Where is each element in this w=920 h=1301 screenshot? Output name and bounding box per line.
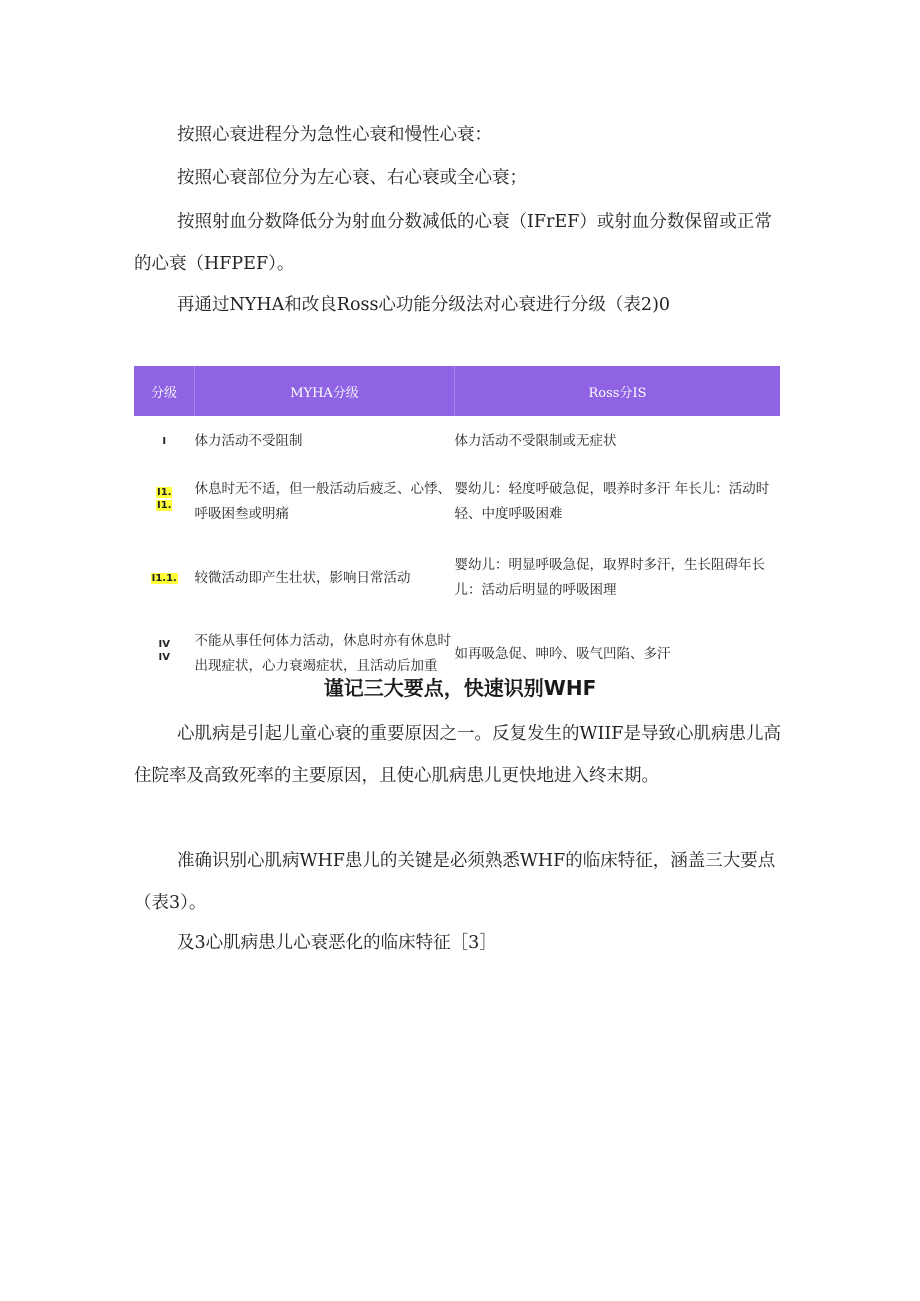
nyha-cell: 不能从事任何体力活动，休息时亦有休息时出现症状，心力衰竭症状，且活动后加重 (194, 633, 451, 674)
heart-failure-grade-table (134, 366, 780, 690)
nyha-cell: 体力活动不受阻制 (194, 432, 303, 449)
table-row (134, 466, 780, 538)
grade-level-label: IV (158, 639, 170, 650)
header-nyha: MYHA分级 (195, 366, 455, 416)
ross-cell: 如再吸急促、呻吟、吸气凹陷、多汗 (454, 645, 671, 662)
ross-cell: 婴幼儿：轻度呼破急促，喂养时多汗 年长儿：活动时轻、中度呼吸困难 (454, 481, 770, 522)
table3-caption: 及3心肌病患儿心衰恶化的临床特征［3］ (177, 933, 497, 953)
ross-cell: 体力活动不受限制或无症状 (454, 432, 617, 449)
nyha-cell: 休息时无不适，但一般活动后疲乏、心悸、呼吸困叁或明痛 (194, 481, 451, 522)
paragraph-grading-intro: 再通过NYHA和改良Ross心功能分级法对心衰进行分级（表2)0 (177, 295, 671, 315)
ross-cell: 婴幼儿：明显呼吸急促，取界时多汗，生长阻碍年长儿：活动后明显的呼吸困理 (454, 557, 765, 598)
grade-level-label: I1.1. (151, 572, 177, 584)
table-header-row (134, 366, 780, 416)
paragraph-identify-whf: 准确识别心肌病WHF患儿的关键是必须熟悉WHF的临床特征，涵盖三大要点（表3）。 (134, 851, 776, 913)
grade-level-label: I1. (157, 500, 172, 511)
grade-level-label: I (162, 435, 167, 447)
table-row (134, 538, 780, 618)
paragraph-ejection-fraction-classification: 按照射血分数降低分为射血分数减低的心衰（IFrEF）或射血分数保留或正常的心衰（HFPEF）。 (134, 212, 772, 274)
section-heading: 谨记三大要点，快速识别WHF (323, 676, 597, 700)
table-row (134, 416, 780, 466)
grade-level (134, 416, 195, 466)
grade-level-label: I1. (157, 487, 172, 498)
paragraph-cardiomyopathy-cause: 心肌病是引起儿童心衰的重要原因之一。反复发生的WIIF是导致心肌病患儿高住院率及高致死率的主要原因，且使心肌病患儿更快地进入终末期。 (134, 724, 781, 786)
nyha-cell: 较微活动即产生壮状，影响日常活动 (194, 569, 411, 586)
paragraph-location-classification: 按照心衰部位分为左心衰、右心衰或全心衰； (177, 168, 527, 188)
grade-level-label: IV (158, 652, 170, 663)
header-ross: Ross分IS (455, 366, 781, 416)
paragraph-progress-classification: 按照心衰进程分为急性心衰和慢性心衰： (177, 125, 492, 145)
header-grade: 分级 (134, 366, 195, 416)
grade-level (134, 466, 195, 538)
grade-level (134, 538, 195, 618)
